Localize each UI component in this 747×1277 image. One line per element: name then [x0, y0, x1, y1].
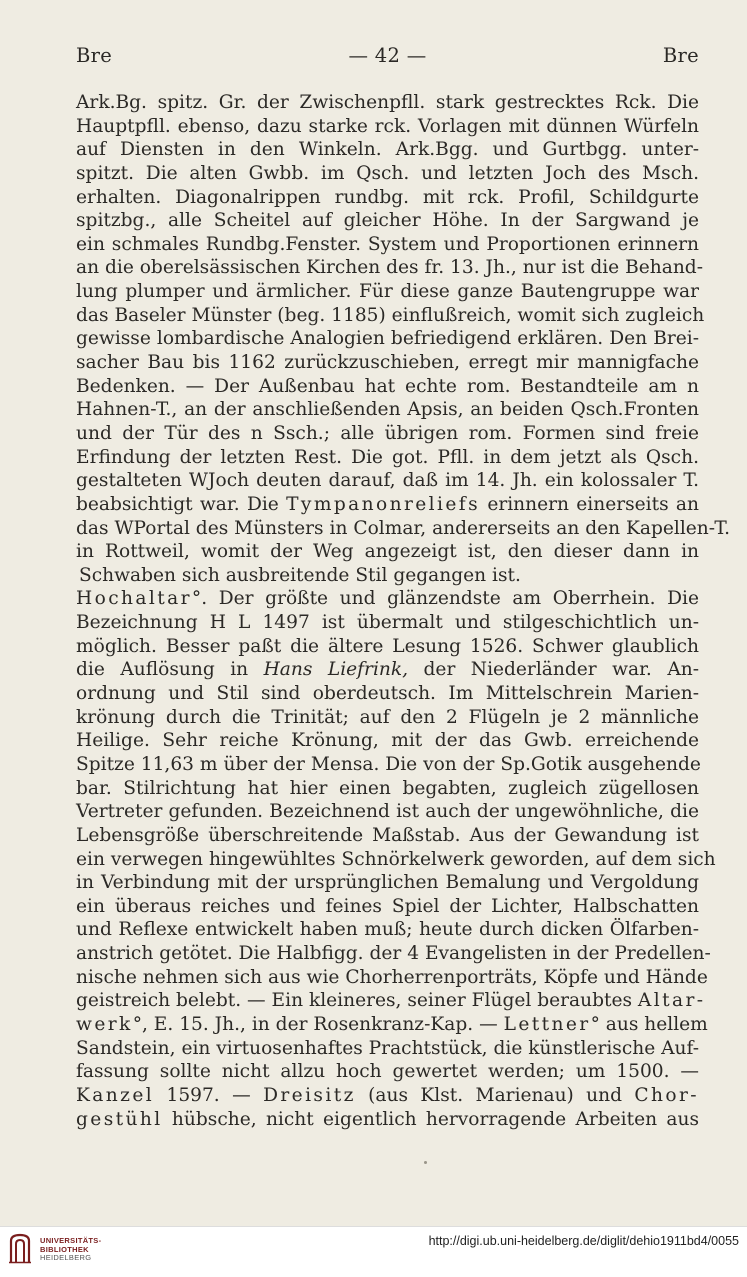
text-line — [76, 469, 699, 493]
text-segment: die Auflösung in — [76, 659, 264, 681]
text-line — [76, 1084, 699, 1108]
text-line — [76, 989, 706, 1013]
text-segment: erhalten. Diagonalrippen rundbg. mit rck. Profil, Schildgurte — [76, 186, 699, 208]
text-segment: 1597. — — [154, 1084, 264, 1106]
text-segment: erinnern einerseits an — [480, 493, 699, 515]
text-segment: ordnung und Stil sind oberdeutsch. Im Mittelschrein Marien- — [76, 683, 699, 705]
text-line — [76, 611, 699, 635]
text-line — [76, 1037, 699, 1061]
text-segment: gewisse lombardische Analogien befriedigend erklären. Den Brei- — [76, 328, 699, 350]
text-segment: spitzbg., alle Scheitel auf gleicher Höhe. In der Sargwand je — [76, 210, 699, 232]
text-segment: ein verwegen hingewühltes Schnörkelwerk geworden, auf dem sich — [76, 848, 716, 870]
source-url-link[interactable]: http://digi.ub.uni-heidelberg.de/diglit/dehio1911bd4/0055 — [428, 1234, 739, 1248]
text-segment: ° aus hellem — [590, 1013, 708, 1035]
text-segment: das Baseler Münster (beg. 1185) einflußreich, womit sich zugleich — [76, 304, 705, 326]
text-line — [76, 186, 699, 210]
text-line — [76, 895, 699, 919]
text-line — [76, 115, 699, 139]
spaced-term: Dreisitz — [263, 1084, 356, 1106]
text-line — [76, 966, 708, 990]
text-segment: (aus Klst. Marienau) und — [355, 1084, 635, 1106]
text-segment: hübsche, nicht eigentlich hervorragende Arbeiten aus — [162, 1108, 699, 1130]
text-segment: bar. Stilrichtung hat hier einen begabten, zugleich zügellosen — [76, 777, 699, 799]
text-line — [76, 824, 699, 848]
spaced-term: Lettner — [503, 1013, 591, 1035]
text-line — [76, 635, 699, 659]
spaced-term: Altar- — [637, 990, 706, 1012]
running-head-left: Bre — [76, 44, 113, 67]
text-line — [76, 706, 699, 730]
library-line-1: UNIVERSITÄTS- — [40, 1236, 102, 1245]
text-line — [76, 1060, 699, 1084]
text-line — [76, 398, 699, 422]
spaced-term: Chor- — [634, 1084, 699, 1106]
text-segment: gestalteten WJoch deuten darauf, daß im 14. Jh. ein kolossaler T. — [76, 470, 699, 492]
text-line — [76, 138, 699, 162]
text-segment: Erfindung der letzten Rest. Die got. Pfll. in dem jetzt als Qsch. — [76, 446, 699, 468]
text-line — [76, 162, 699, 186]
text-segment: an die oberelsässischen Kirchen des fr. 13. Jh., nur ist die Behand- — [76, 257, 703, 279]
page-number: — 42 — — [348, 44, 427, 67]
text-line — [76, 1108, 699, 1132]
speck — [424, 1161, 427, 1164]
spaced-term: Hochaltar — [76, 588, 192, 610]
text-segment: Hahnen-T., an der anschließenden Apsis, an beiden Qsch.Fronten — [76, 399, 699, 421]
text-segment: Lebensgröße überschreitende Maßstab. Aus der Gewandung ist — [76, 824, 699, 846]
text-segment: lung plumper und ärmlicher. Für diese ganze Bautengruppe war — [76, 281, 699, 303]
spaced-term: werk — [76, 1013, 133, 1035]
text-segment: Hauptpfll. ebenso, dazu starke rck. Vorlagen mit dünnen Würfeln — [76, 115, 699, 137]
text-line — [76, 304, 705, 328]
text-segment: möglich. Besser paßt die ältere Lesung 1526. Schwer glaublich — [76, 635, 699, 657]
text-segment: °. Der größte und glänzendste am Oberrhein. Die — [191, 588, 699, 610]
text-line — [76, 327, 699, 351]
italic-name: Hans Liefrink, — [263, 659, 409, 681]
spaced-term: Kanzel — [76, 1084, 155, 1106]
text-line — [76, 658, 699, 682]
library-line-2: BIBLIOTHEK — [40, 1244, 89, 1254]
text-segment: in Rottweil, womit der Weg angezeigt ist, den dieser dann in — [76, 541, 699, 563]
text-segment: °, E. 15. Jh., in der Rosenkranz-Kap. — — [132, 1013, 504, 1035]
text-segment: in Verbindung mit der ursprünglichen Bemalung und Vergoldung — [76, 872, 699, 894]
text-segment: auf Diensten in den Winkeln. Ark.Bgg. und Gurtbgg. unter- — [76, 139, 699, 161]
spaced-term: gestühl — [76, 1108, 163, 1130]
text-segment: beabsichtigt war. Die — [76, 493, 287, 515]
text-line — [76, 540, 699, 564]
text-segment: fassung sollte nicht allzu hoch gewertet werden; um 1500. — — [76, 1061, 699, 1083]
text-segment: Bezeichnung H L 1497 ist übermalt und stilgeschichtlich un- — [76, 612, 699, 634]
text-line — [76, 564, 699, 588]
text-segment: Schwaben sich ausbreitende Stil gegangen ist. — [79, 564, 521, 586]
text-line — [76, 256, 703, 280]
text-line — [76, 375, 699, 399]
text-segment: und der Tür des n Ssch.; alle übrigen rom. Formen sind freie — [76, 422, 699, 444]
text-line — [76, 753, 699, 777]
text-line — [76, 800, 699, 824]
text-segment: der Niederländer war. An- — [408, 659, 699, 681]
spaced-term: Tympanonreliefs — [286, 493, 481, 515]
text-segment: das WPortal des Münsters in Colmar, andererseits an den Kapellen-T. — [76, 517, 730, 539]
text-line — [76, 517, 730, 541]
text-segment: Heilige. Sehr reiche Krönung, mit der das Gwb. erreichende — [76, 730, 699, 752]
text-segment: sacher Bau bis 1162 zurückzuschieben, erregt mir mannigfache — [76, 352, 699, 374]
running-head-right: Bre — [662, 44, 699, 67]
text-line — [76, 587, 699, 611]
text-segment: Spitze 11,63 m über der Mensa. Die von der Sp.Gotik ausgehende — [76, 753, 701, 775]
text-segment: geistreich belebt. — Ein kleineres, seiner Flügel beraubtes — [76, 990, 638, 1012]
text-segment: krönung durch die Trinität; auf den 2 Flügeln je 2 männliche — [76, 706, 699, 728]
body-text — [76, 91, 730, 1131]
text-segment: Bedenken. — Der Außenbau hat echte rom. Bestandteile am n — [76, 375, 699, 397]
text-segment: Ark.Bg. spitz. Gr. der Zwischenpfll. stark gestrecktes Rck. Die — [76, 92, 699, 113]
page-header — [76, 44, 699, 74]
text-line — [76, 942, 711, 966]
text-line — [76, 777, 699, 801]
text-line — [76, 682, 699, 706]
ub-heidelberg-logo-icon — [8, 1232, 32, 1264]
text-line — [76, 351, 699, 375]
library-line-3: HEIDELBERG — [40, 1253, 92, 1262]
footer-bar — [0, 1226, 747, 1277]
text-line — [76, 422, 699, 446]
text-line — [76, 233, 699, 257]
text-segment: ein schmales Rundbg.Fenster. System und Proportionen erinnern — [76, 233, 699, 255]
text-segment: Sandstein, ein virtuosenhaftes Prachtstück, die künstlerische Auf- — [76, 1037, 700, 1059]
text-segment: nische nehmen sich aus wie Chorherrenporträts, Köpfe und Hände — [76, 966, 708, 988]
text-line — [76, 446, 699, 470]
text-line — [76, 871, 699, 895]
text-line — [76, 729, 699, 753]
text-line — [76, 1013, 708, 1037]
text-line — [76, 493, 699, 517]
text-segment: spitzt. Die alten Gwbb. im Qsch. und letzten Joch des Msch. — [76, 162, 699, 184]
text-line — [76, 91, 699, 115]
text-line — [76, 209, 699, 233]
text-line — [76, 918, 699, 942]
text-segment: ein überaus reiches und feines Spiel der Lichter, Halbschatten — [76, 895, 699, 917]
text-line — [76, 848, 716, 872]
text-segment: Vertreter gefunden. Bezeichnend ist auch der ungewöhnliche, die — [76, 801, 699, 823]
text-line — [76, 280, 699, 304]
text-segment: und Reflexe entwickelt haben muß; heute durch dicken Ölfarben- — [76, 919, 699, 941]
library-name — [40, 1237, 101, 1263]
text-segment: anstrich getötet. Die Halbfigg. der 4 Evangelisten in der Predellen- — [76, 943, 711, 965]
